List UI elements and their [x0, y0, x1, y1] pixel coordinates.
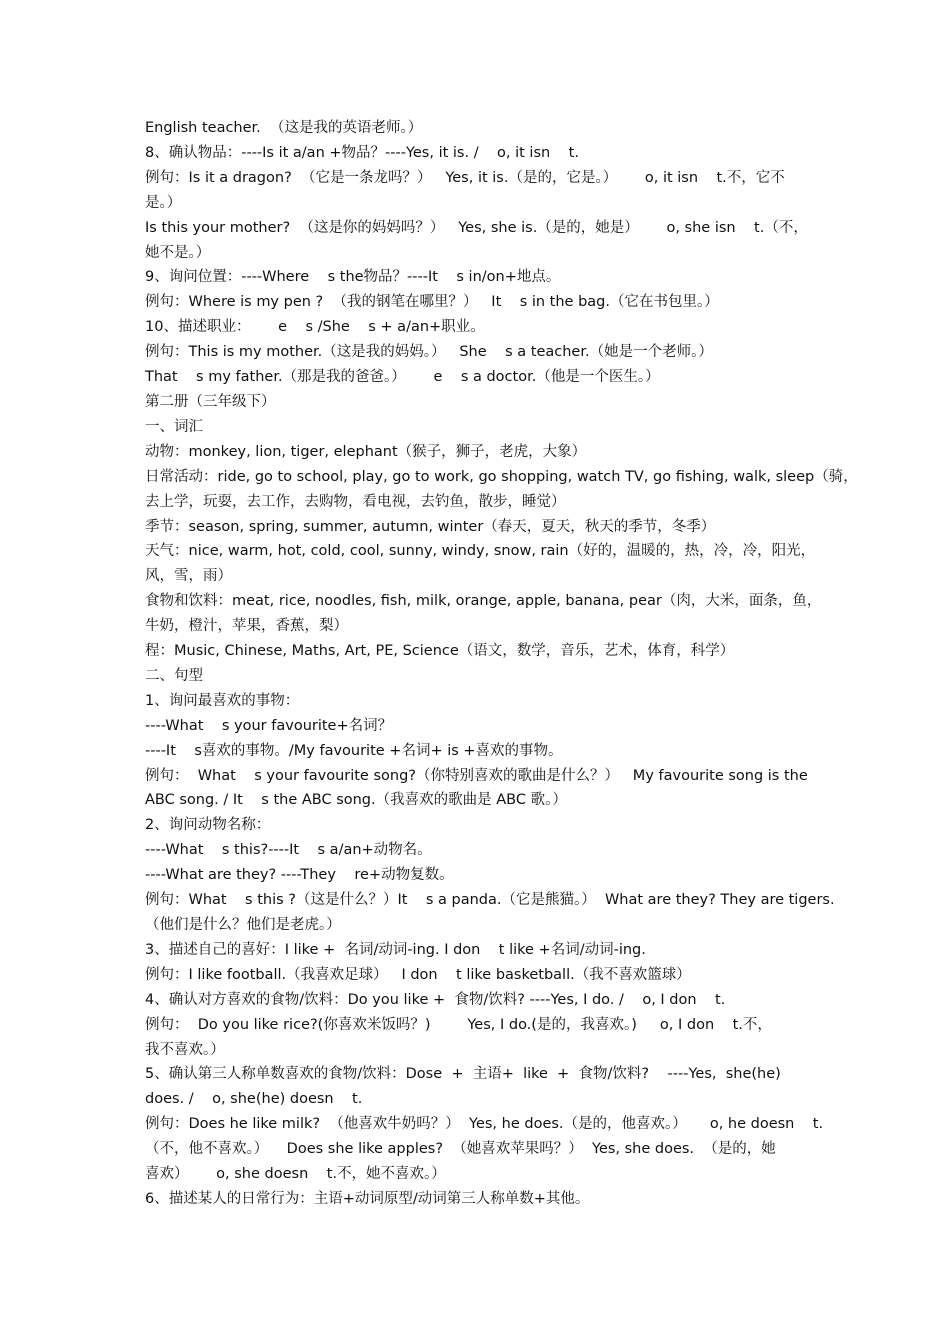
text-line: 10、描述职业： e s /She s + a/an+职业。: [145, 319, 485, 336]
text-line: 例句：Does he like milk? （他喜欢牛奶吗？） Yes, he does.（是的，他喜欢。） o, he doesn t.: [145, 1116, 824, 1133]
text-line: 二、句型: [145, 667, 203, 684]
text-line: 牛奶，橙汁，苹果，香蕉，梨）: [145, 618, 348, 635]
text-line: ----What s this?----It s a/an+动物名。: [145, 842, 432, 859]
text-line: does. / o, she(he) doesn t.: [145, 1091, 363, 1108]
text-line: 食物和饮料：meat, rice, noodles, fish, milk, orange, apple, banana, pear（肉，大米，面条，鱼，: [145, 593, 822, 610]
text-line: 我不喜欢。）: [145, 1041, 225, 1058]
text-line: Is this your mother? （这是你的妈妈吗？） Yes, she is.（是的，她是） o, she isn t.（不，: [145, 219, 808, 236]
text-line: That s my father.（那是我的爸爸。） e s a doctor.（他是一个医生。）: [145, 369, 660, 386]
text-line: 一、词汇: [145, 418, 203, 435]
text-line: 日常活动：ride, go to school, play, go to work, go shopping, watch TV, go fishing, walk, sleep（骑，: [145, 468, 858, 485]
text-line: ----What s your favourite+名词？: [145, 717, 393, 734]
text-line: 例句： Do you like rice?(你喜欢米饭吗？) Yes, I do.(是的，我喜欢。) o, I don t.不，: [145, 1016, 772, 1033]
text-line: 4、确认对方喜欢的食物/饮料：Do you like + 食物/饮料? ----Yes, I do. / o, I don t.: [145, 991, 726, 1008]
text-line: 9、询问位置：----Where s the物品？----It s in/on+地点。: [145, 269, 561, 286]
text-line: 例句：I like football.（我喜欢足球） I don t like basketball.（我不喜欢篮球）: [145, 966, 691, 983]
text-line: 天气：nice, warm, hot, cold, cool, sunny, windy, snow, rain（好的，温暖的，热，冷，冷，阳光，: [145, 543, 816, 560]
text-line: ----It s喜欢的事物。/My favourite +名词+ is +喜欢的事物。: [145, 742, 563, 759]
text-line: 2、询问动物名称：: [145, 817, 271, 834]
text-line: 例句：This is my mother.（这是我的妈妈。） She s a teacher.（她是一个老师。）: [145, 344, 713, 361]
text-line: English teacher. （这是我的英语老师。）: [145, 120, 423, 136]
text-line: 8、确认物品：----Is it a/an +物品？----Yes, it is. / o, it isn t.: [145, 144, 579, 161]
text-line: 例句：What s this ?（这是什么？）It s a panda.（它是熊猫。） What are they? They are tigers.: [145, 892, 835, 909]
text-line: 5、确认第三人称单数喜欢的食物/饮料：Dose + 主语+ like + 食物/饮料? ----Yes, she(he): [145, 1066, 781, 1083]
text-line: 动物：monkey, lion, tiger, elephant（猴子，狮子，老虎，大象）: [145, 443, 587, 460]
text-line: 风，雪，雨）: [145, 568, 232, 585]
text-line: 例句：Where is my pen ? （我的钢笔在哪里？） It s in the bag.（它在书包里。）: [145, 294, 719, 311]
text-line: 是。）: [145, 194, 182, 211]
text-line: 程：Music, Chinese, Maths, Art, PE, Science（语文，数学，音乐，艺术，体育，科学）: [145, 643, 735, 660]
text-line: 例句：Is it a dragon? （它是一条龙吗？） Yes, it is.（是的，它是。） o, it isn t.不，它不: [145, 169, 785, 186]
text-line: 喜欢） o, she doesn t.不，她不喜欢。）: [145, 1166, 446, 1183]
document-body: [145, 116, 858, 1212]
text-line: 她不是。）: [145, 244, 211, 261]
text-line: （不，他不喜欢。） Does she like apples? （她喜欢苹果吗？） Yes, she does. （是的，她: [145, 1141, 776, 1158]
text-line: ABC song. / It s the ABC song.（我喜欢的歌曲是 ABC 歌。）: [145, 792, 567, 809]
text-line: 1、询问最喜欢的事物：: [145, 692, 300, 709]
text-line: （他们是什么？他们是老虎。）: [145, 917, 341, 933]
text-line: 第二册（三年级下）: [145, 393, 276, 410]
text-line: ----What are they? ----They re+动物复数。: [145, 867, 454, 884]
text-line: 3、描述自己的喜好：I like + 名词/动词-ing. I don t like +名词/动词-ing.: [145, 941, 646, 958]
text-line: 例句： What s your favourite song?（你特别喜欢的歌曲是什么？） My favourite song is the: [145, 767, 808, 784]
text-line: 季节：season, spring, summer, autumn, winter（春天，夏天，秋天的季节，冬季）: [145, 518, 716, 535]
text-line: 6、描述某人的日常行为：主语+动词原型/动词第三人称单数+其他。: [145, 1190, 590, 1207]
text-line: 去上学，玩耍，去工作，去购物，看电视，去钓鱼，散步，睡觉）: [145, 493, 566, 510]
